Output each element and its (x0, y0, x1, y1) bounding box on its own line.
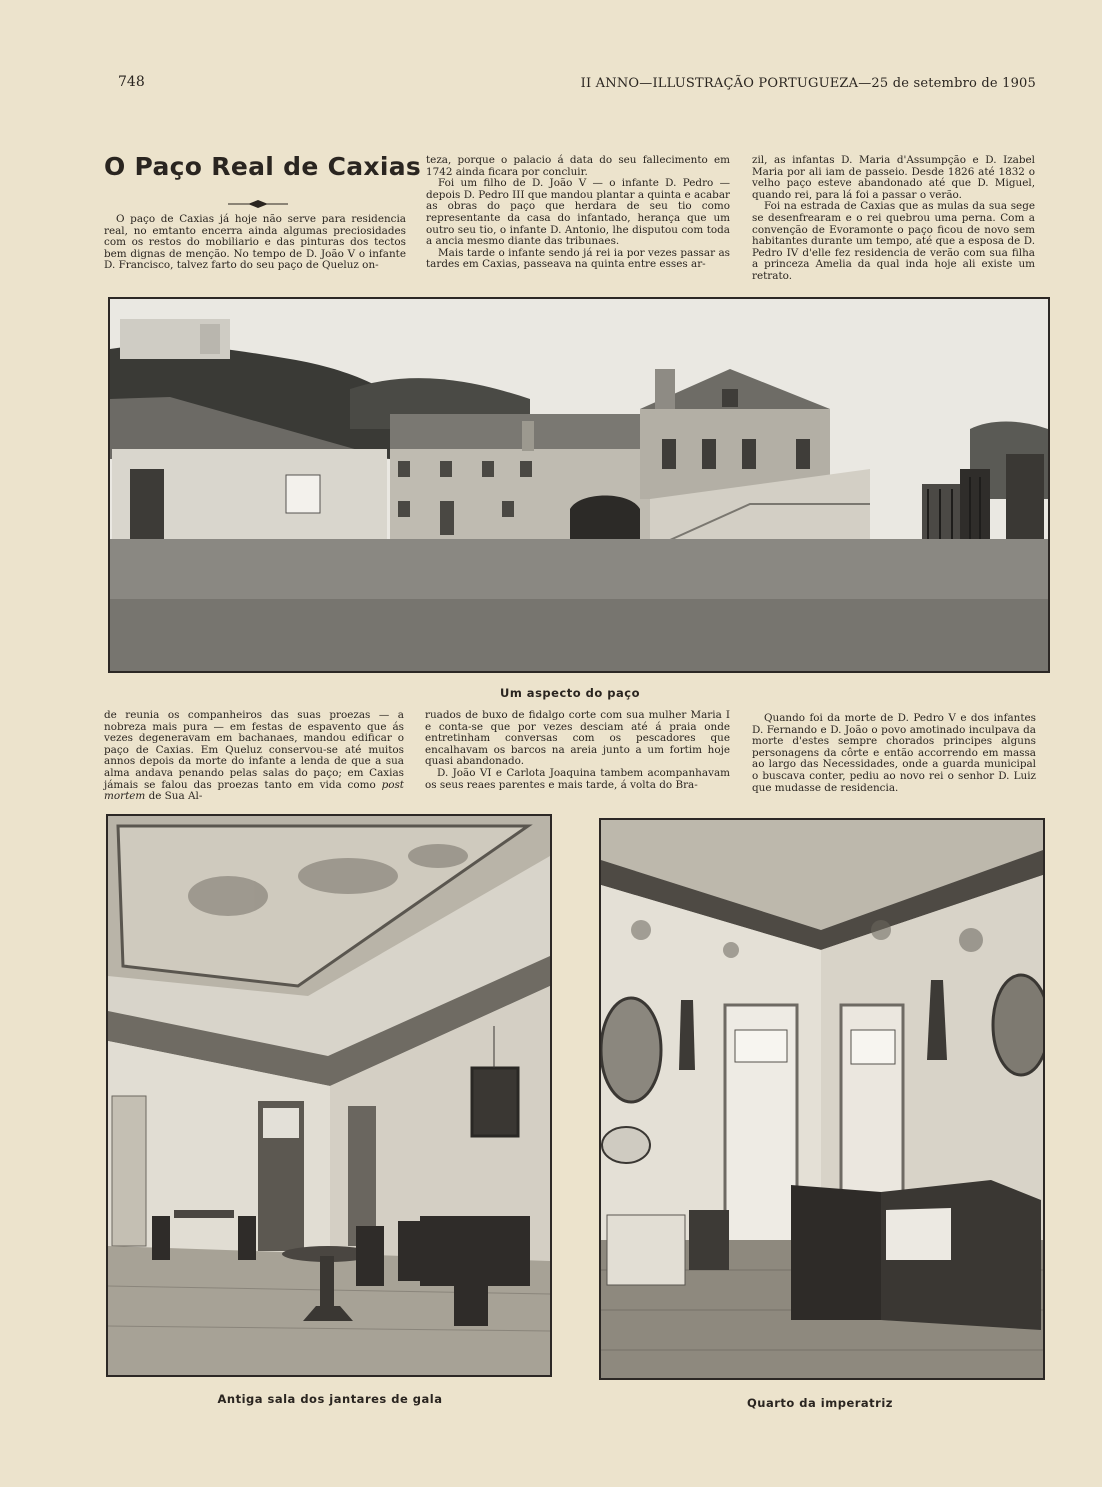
paragraph: Mais tarde o infante sendo já rei ia por vezes passar as tardes em Caxias, passeava na quinta entre esses ar- (426, 246, 730, 271)
paragraph: O paço de Caxias já hoje não serve para residencia real, no emtanto encerra ainda algumas preciosidades com os restos do mobiliario e das pinturas dos tectos bem dignas de menção. No tempo de D. João V o infante D. Francisco, talvez farto do seu paço de Queluz on- (104, 213, 406, 272)
bottom-column-1 (104, 710, 404, 803)
empress-bedroom-photo (599, 818, 1045, 1380)
paragraph: Quando foi da morte de D. Pedro V e dos infantes D. Fernando e D. João o povo amotinado inculpava da morte d'estes sempre chorados principes alguns personagens da côrte e então accorrendo em massa ao largo das Necessidades, onde a guarda municipal o buscava conter, pediu ao novo rei o senhor D. Luiz que mudasse de residencia. (752, 712, 1036, 794)
article-title: O Paço Real de Caxias (104, 152, 422, 181)
left-photo-caption: Antiga sala dos jantares de gala (217, 1392, 443, 1406)
italic-phrase: post mortem (104, 778, 404, 803)
top-column-3 (752, 155, 1035, 283)
paragraph: D. João VI e Carlota Joaquina tambem acompanhavam os seus reaes parentes e mais tarde, á volta do Bra- (425, 766, 730, 791)
bottom-column-3 (752, 713, 1036, 794)
empress-bedroom-image (601, 820, 1043, 1378)
paragraph: zil, as infantas D. Maria d'Assumpção e D. Izabel Maria por ali iam de passeio. Desde 1826 até 1832 o velho paço esteve abandonado até que D. Miguel, quando rei, para lá foi a passar o verão. (752, 154, 1035, 201)
paragraph: ruados de buxo de fidalgo corte com sua mulher Maria I e conta-se que por vezes desciam até á praia onde entretinham conversas com os pescadores que encalhavam os barcos na areia junto a um fortim hoje quasi abandonado. (425, 709, 730, 768)
top-column-1 (104, 214, 406, 272)
paragraph-text-end: de Sua Al- (148, 790, 203, 803)
paragraph: teza, porque o palacio á data do seu fallecimento em 1742 ainda ficara por concluir. (426, 154, 730, 178)
paragraph: Foi um filho de D. João V — o infante D. Pedro — depois D. Pedro III que mandou plantar a quinta e acabar as obras do paço que herdara de seu tio como representante da casa do infantado, herança que um outro seu tio, o infante D. Antonio, lhe disputou com toda a ancia mesmo diante das tribunaes. (426, 177, 730, 248)
banquet-hall-photo (106, 814, 552, 1377)
right-photo-caption: Quarto da imperatriz (747, 1396, 893, 1410)
palace-exterior-image (110, 299, 1048, 671)
title-ornament (226, 198, 290, 210)
paragraph-text: de reunia os companheiros das suas proezas — a nobreza mais pura — em festas de espavento que ás vezes degeneravam em bachanaes, mandou edificar o paço de Caxias. Em Queluz conservou-se até muitos annos depois da morte do infante a lenda de que a sua alma andava penando pelas salas do paço; em Caxias jámais se falou das proezas tanto em vida como (104, 709, 404, 791)
running-header: II ANNO—ILLUSTRAÇÃO PORTUGUEZA—25 de setembro de 1905 (580, 76, 1036, 91)
paragraph (104, 710, 404, 803)
paragraph: Foi na estrada de Caxias que as mulas da sua sege se desenfrearam e o rei quebrou uma perna. Com a convenção de Evoramonte o paço ficou de novo sem habitantes durante um tempo, até que a esposa de D. Pedro IV d'elle fez residencia de verão com sua filha a princeza Amelia da qual inda hoje ali existe um retrato. (752, 200, 1035, 282)
banquet-hall-image (108, 816, 550, 1375)
top-column-2 (426, 155, 730, 271)
page-number: 748 (118, 74, 145, 90)
main-photo-caption: Um aspecto do paço (499, 686, 641, 700)
palace-exterior-photo (108, 297, 1050, 673)
bottom-column-2 (425, 710, 730, 791)
